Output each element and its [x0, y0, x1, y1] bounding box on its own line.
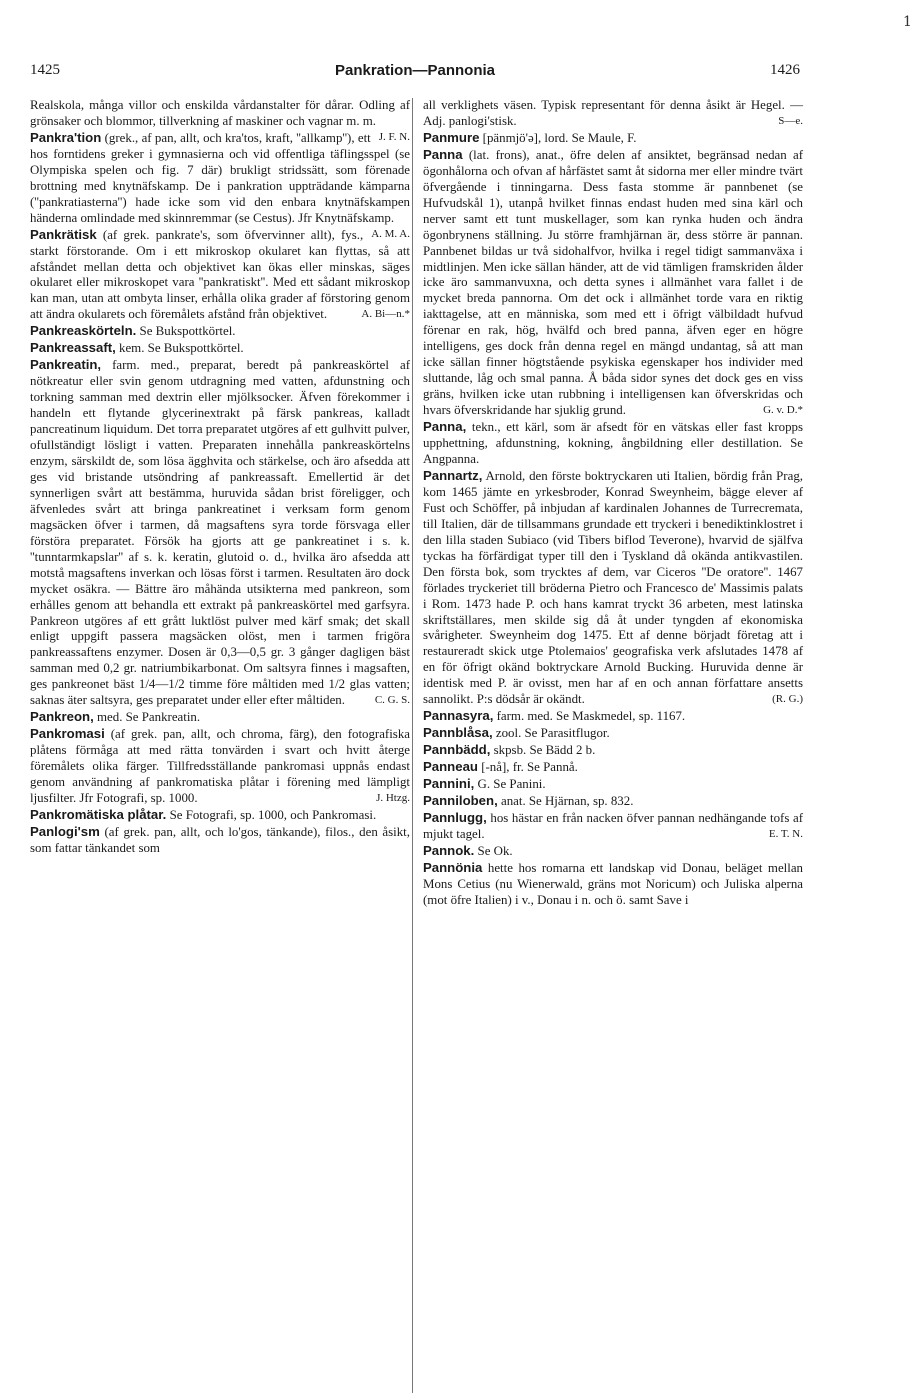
dictionary-entry	[30, 726, 410, 807]
entry-signature: G. v. D.*	[763, 404, 803, 417]
dictionary-entry	[30, 824, 410, 857]
entry-text: (af grek. pan, allt, och chroma, färg), den fotografiska plåtens förmåga att med rätta tonvärden i svart och hvitt återge föremålets olika färger. Tillfredsställande pankromasi uppnås endast genom användning af pankromatiska plåtar i förening med lämpligt ljusfilter. Jfr Fotografi, sp. 1000.	[30, 727, 410, 805]
entry-text: [-nå], fr. Se Pannå.	[481, 760, 578, 775]
entry-signature: A. Bi—n.*	[361, 308, 410, 321]
entry-signature: (R. G.)	[772, 693, 803, 706]
entry-text: (af grek. pankrate's, som öfvervinner allt), fys., starkt förstorande. Om i ett mikroskop okularet kan flyttas, så att afståndet mellan detta och objektivet kan ökas eller minskas, säges okularet eller mikroskopet vara ''pankratiskt''. Med ett sådant mikroskop kan man, utan att ombyta linser, erhålla olika grader af förstoring genom att ändra okularets och föremålets afstånd från objektivet.	[30, 227, 410, 322]
dictionary-entry	[30, 340, 410, 357]
entry-signature: A. M. A.	[371, 227, 410, 240]
entry-term: Panna,	[423, 419, 467, 435]
entry-term: Pannartz,	[423, 467, 483, 483]
entry-term: Pankreon,	[30, 709, 94, 725]
entry-signature: E. T. N.	[768, 827, 803, 840]
entry-term: Panmure	[423, 129, 480, 145]
left-page-number: 1425	[30, 62, 60, 78]
entry-text: Se Ok.	[477, 843, 513, 858]
dictionary-entry	[423, 793, 803, 810]
entry-term: Pannbädd,	[423, 742, 491, 758]
entry-term: Panniloben,	[423, 792, 498, 808]
entry-term: Pankromätiska plåtar.	[30, 806, 167, 822]
dictionary-entry	[423, 725, 803, 742]
entry-text: hette hos romarna ett landskap vid Donau, beläget mellan Mons Cetius (nu Wienerwald, gräns mot Noricum) och Juliska alperna (mot öfre Italien) i v., Donau i n. och ö. samt Save i	[423, 860, 804, 907]
entry-text: tekn., ett kärl, som är afsedt för en vätskas eller fast kropps upphettning, afdunstning, kokning, ångbildning eller destillation. Se Angpanna.	[423, 420, 803, 466]
entry-text: Arnold, den förste boktryckaren uti Italien, bördig från Prag, kom 1465 jämte en yrkesbroder, Konrad Sweynheim, bägge elever af Fust och Schöffer, på inbjudan af kardinalen Johannes de Turrecremata, till Italien, där de tillsammans grundade ett tryckeri i benediktinklostret i den lilla staden Subiaco (vid Tibers biflod Teverone), hvarvid de själfva tyckas ha förfärdigat typer till den i Tyskland då okända antikvastilen. Den första bok, som trycktes af dem, var Ciceros ''De oratore''. 1467 förlades tryckeriet till bröderna Pietro och Francesco de' Massimis palats i Rom. 1473 hade P. och hans kamrat tryckt 36 arbeten, mest latinska skriftställares, men skilde sig då åt under tyngden af ekonomiska svårigheter. Sweynheim dog 1475. Ett af denne börjadt företag att i restaureradt skick utge Ptolemaios' geografiska verk afslutades 1478 af en för öfrigt okänd boktryckare Arnold Bucking. Huruvida denne är identisk med P. är ovisst, men har af en och annan författare ansetts sannolikt. P:s dödsår är okändt.	[423, 468, 803, 707]
left-column	[30, 98, 410, 857]
dictionary-entry	[423, 419, 803, 468]
entry-term: Pannblåsa,	[423, 725, 493, 741]
entry-text: Se Bukspottkörtel.	[139, 324, 236, 339]
entry-term: Pannlugg,	[423, 809, 487, 825]
dictionary-entry	[423, 468, 803, 708]
entry-text: Realskola, många villor och enskilda vårdanstalter för dårar. Odling af grönsaker och blommor, tillverkning af maskiner och vagnar m. m.	[30, 98, 410, 128]
entry-text: anat. Se Hjärnan, sp. 832.	[500, 793, 634, 808]
dictionary-entry	[423, 860, 803, 909]
entry-text: all verklighets väsen. Typisk representant för denna åsikt är Hegel. — Adj. panlogi'stisk.	[423, 98, 803, 128]
entry-text: farm. med. Se Maskmedel, sp. 1167.	[496, 709, 686, 724]
entry-text: kem. Se Bukspottkörtel.	[119, 341, 244, 356]
dictionary-entry	[423, 98, 803, 130]
entry-text: Se Fotografi, sp. 1000, och Pankromasi.	[169, 807, 377, 822]
entry-text: med. Se Pankreatin.	[97, 710, 201, 725]
dictionary-entry	[423, 759, 803, 776]
entry-text: skpsb. Se Bädd 2 b.	[493, 743, 596, 758]
entry-term: Pankromasi	[30, 726, 105, 742]
edge-mark: 1	[903, 14, 912, 30]
dictionary-entry	[423, 130, 803, 147]
entry-term: Pannok.	[423, 842, 475, 858]
entry-signature: C. G. S.	[374, 694, 410, 707]
entry-signature: J. Htzg.	[376, 791, 410, 804]
dictionary-entry	[423, 810, 803, 843]
right-column	[423, 98, 803, 909]
entry-text: (grek., af pan, allt, och kra'tos, kraft, ''allkamp''), ett hos forntidens greker i gymnasierna och vid offentliga täflingsspel (se Olympiska spelen och fig. 7 där) brukligt stridssätt, som förenade brottning med knytnäfskamp. De i pankration uppträdande kämparna (''pankratiasterna'') hade icke som vid den enbara knytnäfskampen händerna omlindade med skinnremmar (se Cestus). Jfr Knytnäfskamp.	[30, 130, 410, 225]
dictionary-entry	[423, 776, 803, 793]
entry-term: Pankreassaft,	[30, 340, 116, 356]
entry-signature: J. F. N.	[378, 130, 410, 143]
page-title: Pankration—Pannonia	[334, 62, 496, 79]
entry-text: farm. med., preparat, beredt på pankreaskörtel af nötkreatur eller svin genom utdragning med vatten, afdunstning och torkning samman med dextrin eller mjölksocker. Äfven förekommer i handeln ett flytande glycerinextrakt på färsk pankreas, kalladt pancreatinum liquidum. Det torra preparatet utgöres af ett gulhvitt pulver, ofullständigt lösligt i vatten. Preparaten innehålla pankreaskörtelns enzym, särskildt de, som lösa ägghvita och stärkelse, och äro afsedda att ges vid bristande utsöndring af pankreassaft. Emellertid är det synnerligen svårt att bestämma, huruvida sådan brist föreligger, och äfvenledes svårt att bringa pankreatinet i verksam form genom magsäcken öfver i tarmen, då magsaftens syra torde försvaga eller förstöra preparatet. Försök ha gjorts att ge pankreatinet i s. k. ''tunntarmkapslar'' af s. k. keratin, glutoid o. d., hvilka äro afsedda att motstå magsaftens inverkan och lösas först i tarmen. Resultaten äro dock mycket osäkra. — Bättre äro måhända utsikterna med pankreon, som erhålles genom att behandla ett extrakt på pankreaskörtel med garfsyra. Pankreon utgöres af ett grått luktlöst pulver med kärf smak; det skall enligt uppgift passera magsäcken olöst, men i tarmen frigöra pankreassaftens enzymer. Dosen är 0,3—0,5 gr. 3 gånger dagligen bäst samman med 0,2 gr. natriumbikarbonat. Om saltsyra finnes i magsaften, ges pankreonet bäst 1/4—1/2 timme före måltiden med 1/2 glas vatten; saknas äter saltsyra, ges preparatet under eller efter måltiden.	[30, 358, 410, 708]
entry-term: Panna	[423, 146, 463, 162]
entry-text: G. Se Panini.	[477, 777, 546, 792]
entry-term: Pankreatin,	[30, 357, 102, 373]
column-divider	[412, 98, 413, 1393]
entry-term: Pankrätisk	[30, 226, 97, 242]
dictionary-entry	[30, 807, 410, 824]
dictionary-entry	[423, 708, 803, 725]
dictionary-entry	[30, 357, 410, 709]
page-header	[30, 62, 800, 84]
dictionary-entry	[30, 227, 410, 324]
entry-term: Pannönia	[423, 859, 483, 875]
entry-signature: S—e.	[778, 114, 803, 127]
entry-term: Pannasyra,	[423, 708, 494, 724]
entry-term: Panneau	[423, 759, 478, 775]
right-page-number: 1426	[770, 62, 800, 78]
entry-term: Panlogi'sm	[30, 823, 100, 839]
entry-text: zool. Se Parasitflugor.	[495, 726, 610, 741]
entry-term: Pankra'tion	[30, 129, 102, 145]
entry-text: (af grek. pan, allt, och lo'gos, tänkande), filos., den åsikt, som fattar tänkandet som	[30, 824, 410, 855]
dictionary-entry	[30, 709, 410, 726]
dictionary-entry	[423, 147, 803, 419]
entry-term: Pankreaskörteln.	[30, 323, 137, 339]
dictionary-entry	[423, 742, 803, 759]
entry-text: (lat. frons), anat., öfre delen af ansiktet, begränsad nedan af ögonhålorna och ofvan af hårfästet samt åt sidorna mer eller mindre tvärt öfvergående i tinningarna. Dess fasta stomme är pannbenet (se Hufvudskål 1), utanpå hvilket finnas endast huden med sina kärl och nerver samt ett tunt muskellager, som kan rynka huden och ändra ögonbrynens ställning. Ju större framhjärnan är, dess större är pannan. Pannbenet bildas ur två sidohalfvor, hvilka i regel tidigt sammanväxa i midtlinjen. Men icke sällan händer, att de vid tämligen framskriden ålder icke äro sammanvuxna, och detta synes i allmänhet vara fallet i de mycket breda pannorna. Om det ock i allmänhet torde vara en riktig iakttagelse, att en människa, som med ett i öfrigt välbildadt hufvud förenar en rak, hög, hvälfd och bred panna, äfven eger en högre intelligens, ges dock från denna regel en mängd undantag, så att man icke sällan finner högtstående psykiska egenskaper hos individer med sluttande, låg och smal panna. Å båda sidor synes det dock ges en viss gräns, hvilken icke utan rubbning i intelligensen kan öfverskridas och hvars öfverskridande har sjuklig grund.	[423, 147, 803, 418]
entry-text: [pänmjö'ə], lord. Se Maule, F.	[482, 130, 637, 145]
entry-term: Pannini,	[423, 776, 475, 792]
dictionary-entry	[30, 323, 410, 340]
dictionary-entry	[423, 843, 803, 860]
entry-text: hos hästar en från nacken öfver pannan nedhängande tofs af mjukt tagel.	[423, 810, 803, 841]
